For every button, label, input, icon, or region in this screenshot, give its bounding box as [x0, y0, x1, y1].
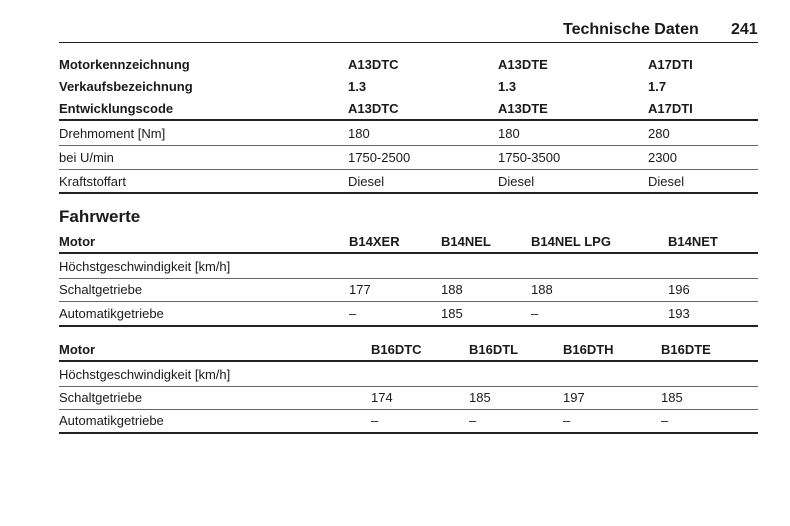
perf-row-value: 177	[349, 282, 371, 297]
engine-head-value: A17DTI	[648, 101, 693, 116]
perf-row-label: Höchstgeschwindigkeit [km/h]	[59, 259, 231, 274]
table-rule	[59, 119, 758, 121]
perf-row-value: –	[469, 413, 477, 428]
perf-header-value: B16DTH	[563, 342, 614, 357]
perf-row-value: 188	[441, 282, 463, 297]
perf-row-value: 197	[563, 390, 585, 405]
perf-header-value: B16DTL	[469, 342, 519, 357]
engine-row-value: 180	[348, 126, 370, 141]
engine-row-value: Diesel	[348, 174, 385, 189]
page-number: 241	[731, 21, 758, 38]
engine-head-value: A13DTC	[348, 57, 399, 72]
table-rule	[59, 360, 758, 362]
perf-row-value: –	[563, 413, 571, 428]
page-header-title: Technische Daten	[563, 21, 699, 38]
perf-row-value: 188	[531, 282, 553, 297]
table-rule	[59, 252, 758, 254]
perf-row-value: 185	[469, 390, 491, 405]
engine-head-value: A13DTE	[498, 101, 548, 116]
engine-row-label: Drehmoment [Nm]	[59, 126, 166, 141]
engine-head-value: 1.3	[498, 79, 517, 94]
perf-header-value: B14NEL LPG	[531, 234, 611, 249]
perf-row-value: 185	[441, 306, 463, 321]
row-divider	[59, 169, 758, 170]
perf-header-value: B14NEL	[441, 234, 491, 249]
engine-head-value: 1.7	[648, 79, 667, 94]
engine-row-value: 1750-2500	[348, 150, 411, 165]
perf-row-value: 185	[661, 390, 683, 405]
perf-row-value: –	[661, 413, 669, 428]
engine-row-value: 1750-3500	[498, 150, 561, 165]
perf-row-value: –	[371, 413, 379, 428]
engine-row-label: Kraftstoffart	[59, 174, 126, 189]
engine-head-value: A13DTE	[498, 57, 548, 72]
row-divider	[59, 278, 758, 279]
perf-row-label: Automatikgetriebe	[59, 306, 164, 321]
perf-row-value: –	[531, 306, 539, 321]
table-bottom-rule	[59, 192, 758, 194]
engine-row-value: Diesel	[648, 174, 685, 189]
perf-row-value: –	[349, 306, 357, 321]
engine-head-value: A13DTC	[348, 101, 399, 116]
perf-row-label: Höchstgeschwindigkeit [km/h]	[59, 367, 231, 382]
header-rule	[59, 42, 758, 43]
perf-header-label: Motor	[59, 234, 96, 249]
row-divider	[59, 145, 758, 146]
perf-header-label: Motor	[59, 342, 96, 357]
perf-header-value: B14XER	[349, 234, 400, 249]
perf-row-value: 196	[668, 282, 690, 297]
engine-row-value: 180	[498, 126, 520, 141]
perf-header-value: B14NET	[668, 234, 718, 249]
row-divider	[59, 301, 758, 302]
table-bottom-rule	[59, 432, 758, 434]
perf-header-value: B16DTC	[371, 342, 422, 357]
perf-header-value: B16DTE	[661, 342, 711, 357]
perf-row-label: Schaltgetriebe	[59, 282, 143, 297]
row-divider	[59, 409, 758, 410]
perf-row-label: Schaltgetriebe	[59, 390, 143, 405]
table-bottom-rule	[59, 325, 758, 327]
engine-head-label: Entwicklungscode	[59, 101, 174, 116]
perf-row-value: 193	[668, 306, 690, 321]
engine-row-value: 280	[648, 126, 670, 141]
engine-head-value: 1.3	[348, 79, 367, 94]
perf-row-label: Automatikgetriebe	[59, 413, 164, 428]
engine-row-label: bei U/min	[59, 150, 114, 165]
row-divider	[59, 386, 758, 387]
engine-row-value: 2300	[648, 150, 677, 165]
engine-head-label: Motorkennzeichnung	[59, 57, 190, 72]
engine-head-label: Verkaufsbezeichnung	[59, 79, 193, 94]
perf-row-value: 174	[371, 390, 393, 405]
section-title: Fahrwerte	[59, 207, 141, 226]
engine-head-value: A17DTI	[648, 57, 693, 72]
engine-row-value: Diesel	[498, 174, 535, 189]
